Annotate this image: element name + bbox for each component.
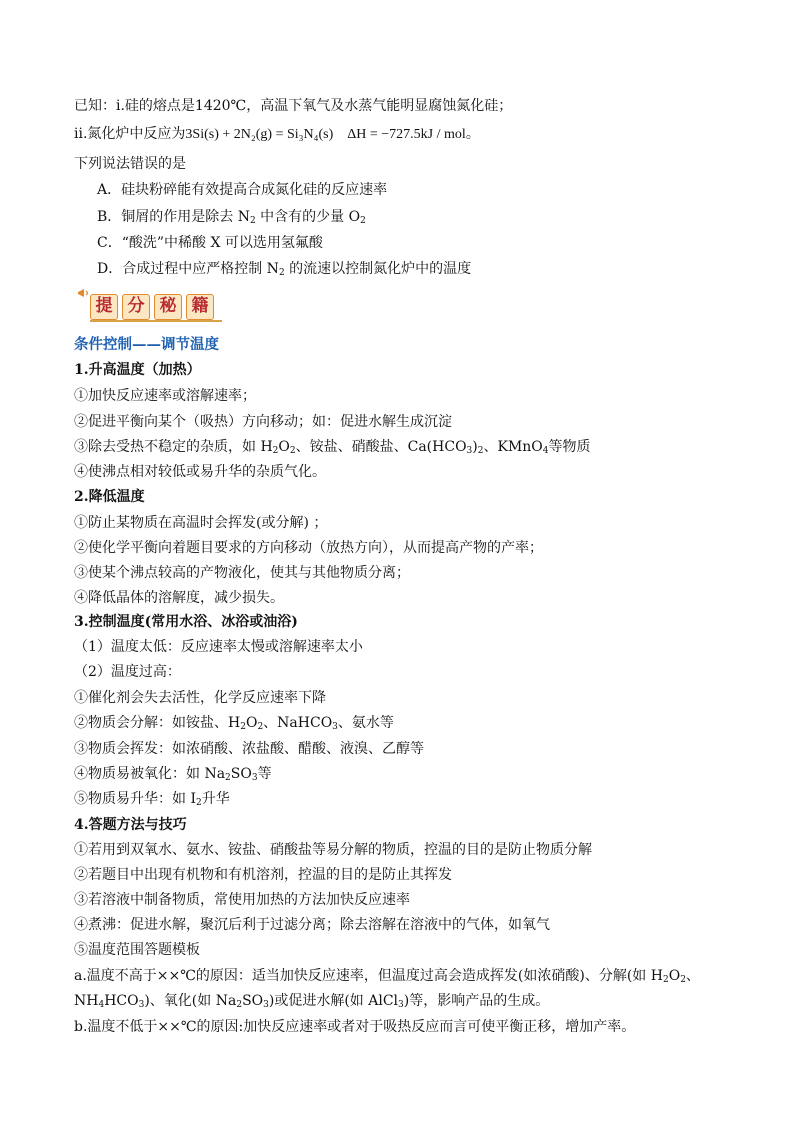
list-item: （1）温度太低：反应速率太慢或溶解速率太小: [74, 639, 363, 655]
list-item: ③使某个沸点较高的产物液化，使其与其他物质分离；: [74, 565, 410, 581]
list-item: ③若溶液中制备物质，常使用加热的方法加快反应速率: [74, 892, 410, 908]
list-item: ⑤温度范围答题模板: [74, 942, 200, 958]
list-item: ②使化学平衡向着题目要求的方向移动（放热方向），从而提高产物的产率；: [74, 540, 543, 556]
list-item: ①催化剂会失去活性，化学反应速率下降: [74, 690, 326, 706]
known-condition-2: ⅱ.氮化炉中反应为3Si(s) + 2N₂(g) = Si₃N₄(s) ΔH = −727.5kJ / mol。: [74, 126, 480, 142]
option-d: D．合成过程中应严格控制 $N_2$ 的流速以控制氮化炉中的温度: [97, 261, 472, 278]
template-b: b.温度不低于××℃的原因:加快反应速率或者对于吸热反应而言可使平衡正移，增加产率。: [74, 1019, 636, 1035]
list-item: ④降低晶体的溶解度，减少损失。: [74, 590, 284, 606]
list-item: ③物质会挥发：如浓硝酸、浓盐酸、醋酸、液溴、乙醇等: [74, 741, 424, 757]
heading-raise-temperature: 1.升高温度（加热）: [74, 362, 201, 378]
option-b: B．铜屑的作用是除去 $N_2$ 中含有的少量 $O_2$: [97, 209, 366, 226]
list-item: ①加快反应速率或溶解速率；: [74, 388, 256, 404]
heading-lower-temperature: 2.降低温度: [74, 489, 145, 505]
banner-char: 提: [90, 294, 118, 320]
heading-answer-tips: 4.答题方法与技巧: [74, 817, 187, 833]
banner-char: 籍: [186, 294, 214, 320]
list-item: ③除去受热不稳定的杂质，如 $H_2O_2$、铵盐、硝酸盐、$Ca(HCO_3)_2$、KMnO$_4$等物质: [74, 439, 591, 456]
enthalpy-change: ΔH = −727.5kJ / mol: [347, 127, 466, 142]
banner-char: 秘: [154, 294, 182, 320]
list-item: ②促进平衡向某个（吸热）方向移动；如：促进水解生成沉淀: [74, 414, 452, 430]
list-item: ④煮沸：促进水解，聚沉后利于过滤分离；除去溶解在溶液中的气体，如氧气: [74, 917, 550, 933]
list-item: （2）温度过高：: [74, 664, 181, 680]
list-item: ④使沸点相对较低或易升华的杂质气化。: [74, 464, 326, 480]
known-condition-1: 已知：ⅰ.硅的熔点是1420℃，高温下氧气及水蒸气能明显腐蚀氮化硅；: [74, 98, 513, 114]
option-c: C．“酸洗”中稀酸 X 可以选用氢氟酸: [97, 235, 323, 251]
list-item: ②物质会分解：如铵盐、$H_2O_2$、NaHCO$_3$、氨水等: [74, 715, 394, 732]
tips-banner: [76, 286, 222, 326]
banner-underline: [90, 320, 222, 322]
question-stem: 下列说法错误的是: [74, 156, 186, 172]
section-title: 条件控制——调节温度: [74, 336, 219, 353]
list-item: ①若用到双氧水、氨水、铵盐、硝酸盐等易分解的物质，控温的目的是防止物质分解: [74, 842, 592, 858]
list-item: ④物质易被氧化：如 $Na_2SO_3$等: [74, 766, 272, 783]
template-a-line2: $NH_4HCO_3$)、氧化(如 $Na_2SO_3$)或促进水解(如 AlCl$_3$)等，影响产品的生成。: [74, 993, 550, 1010]
list-item: ⑤物质易升华：如 $I_2$升华: [74, 791, 230, 808]
banner-char: 分: [122, 294, 150, 320]
option-a: A．硅块粉碎能有效提高合成氮化硅的反应速率: [97, 182, 388, 198]
template-a-line1: a.温度不高于××℃的原因：适当加快反应速率，但温度过高会造成挥发(如浓硝酸)、分解(如 $H_2O_2$、: [74, 968, 700, 985]
list-item: ①防止某物质在高温时会挥发(或分解) ；: [74, 515, 328, 531]
heading-control-temperature: 3.控制温度(常用水浴、冰浴或油浴): [74, 614, 298, 630]
reaction-equation: 3Si(s) + 2N₂(g) = Si₃N₄(s): [185, 127, 334, 142]
list-item: ②若题目中出现有机物和有机溶剂，控温的目的是防止其挥发: [74, 867, 452, 883]
